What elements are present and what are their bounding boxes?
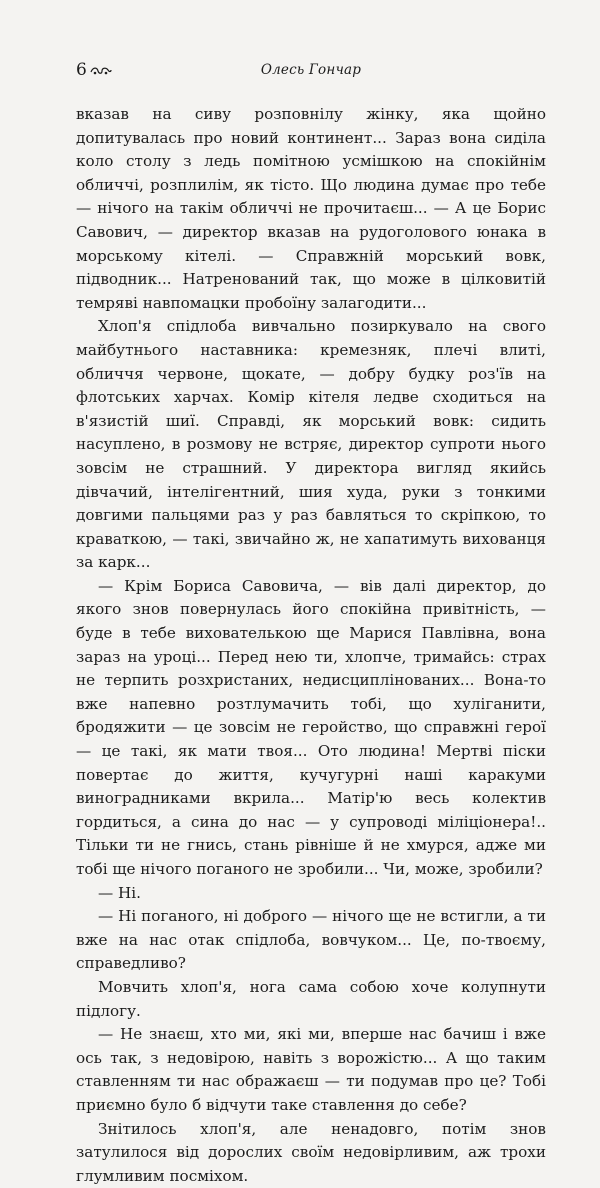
paragraph: — Крім Бориса Савовича, — вів далі директор, до якого знов повернулась його спокійна привітність, — буде в тебе вихователькою ще Марися Павлівна, вона зараз на уроці... Перед нею ти, хлопче, тримайсь: страх не терпить розхристаних, недисциплінованих... Вона-то вже напевно розтлумачить тобі, що хуліганити, бродяжити — це зовсім не геройство, що справжні герої — це такі, як мати твоя... Ото людина! Мертві піски повертає до життя, кучугурні наші каракуми виноградниками вкрила... Матір'ю весь колектив гордиться, а сина до нас — у супроводі міліціонера!.. Тільки ти не гнись, стань рівніше й не хмурся, адже ми тобі ще нічого поганого не зробили... Чи, може, зробили? (76, 576, 546, 878)
paragraph: вказав на сиву розповнілу жінку, яка щойно допитувалась про новий континент... Зараз вона сиділа коло столу з ледь помітною усмішкою на спокійнім обличчі, розплилім, як тісто. Що людина думає про тебе — нічого на такім обличчі не прочитаєш... — А це Борис Савович, — директор вказав на рудоголового юнака в морському кітелі. — Справжній морський вовк, підводник... Натренований так, що може в цілковитій темряві навпомацки пробоїну залагодити... (76, 105, 546, 312)
page-header (76, 60, 546, 84)
running-title: Олесь Гончар (260, 62, 362, 78)
paragraph: Мовчить хлоп'я, нога сама собою хоче колупнути підлогу. (76, 977, 546, 1020)
paragraph: Хлоп'я спідлоба вивчально позиркувало на свого майбутнього наставника: кремезняк, плечі влиті, обличчя червоне, щокате, — добру будку роз'їв на флотських харчах. Комір кітеля ледве сходиться на в'язистій шиї. Справді, як морський вовк: сидить насуплено, в розмову не встряє, директор супроти нього зовсім не страшний. У директора вигляд якийсь дівчачий, інтелігентний, шия худа, руки з тонкими довгими пальцями раз у раз бавляться то скріпкою, то краваткою, — такі, звичайно ж, не хапатимуть вихованця за карк... (76, 317, 546, 572)
paragraph: — Ні. (98, 883, 141, 902)
paragraph: — Не знаєш, хто ми, які ми, вперше нас бачиш і вже ось так, з недовірою, навіть з ворожістю... А що таким ставленням ти нас ображаєш — ти подумав про це? Тобі приємно було б відчути таке ставлення до себе? (76, 1025, 546, 1114)
paragraph: Знітилось хлоп'я, але ненадовго, потім знов затулилося від дорослих своїм недовірливим, аж трохи глумливим посміхом. (76, 1119, 546, 1185)
body-text (76, 103, 546, 1188)
paragraph: — Ні поганого, ні доброго — нічого ще не встигли, а ти вже на нас отак спідлоба, вовчуком... Це, по-твоєму, справедливо? (76, 907, 546, 973)
page-number: 6 (76, 60, 87, 80)
